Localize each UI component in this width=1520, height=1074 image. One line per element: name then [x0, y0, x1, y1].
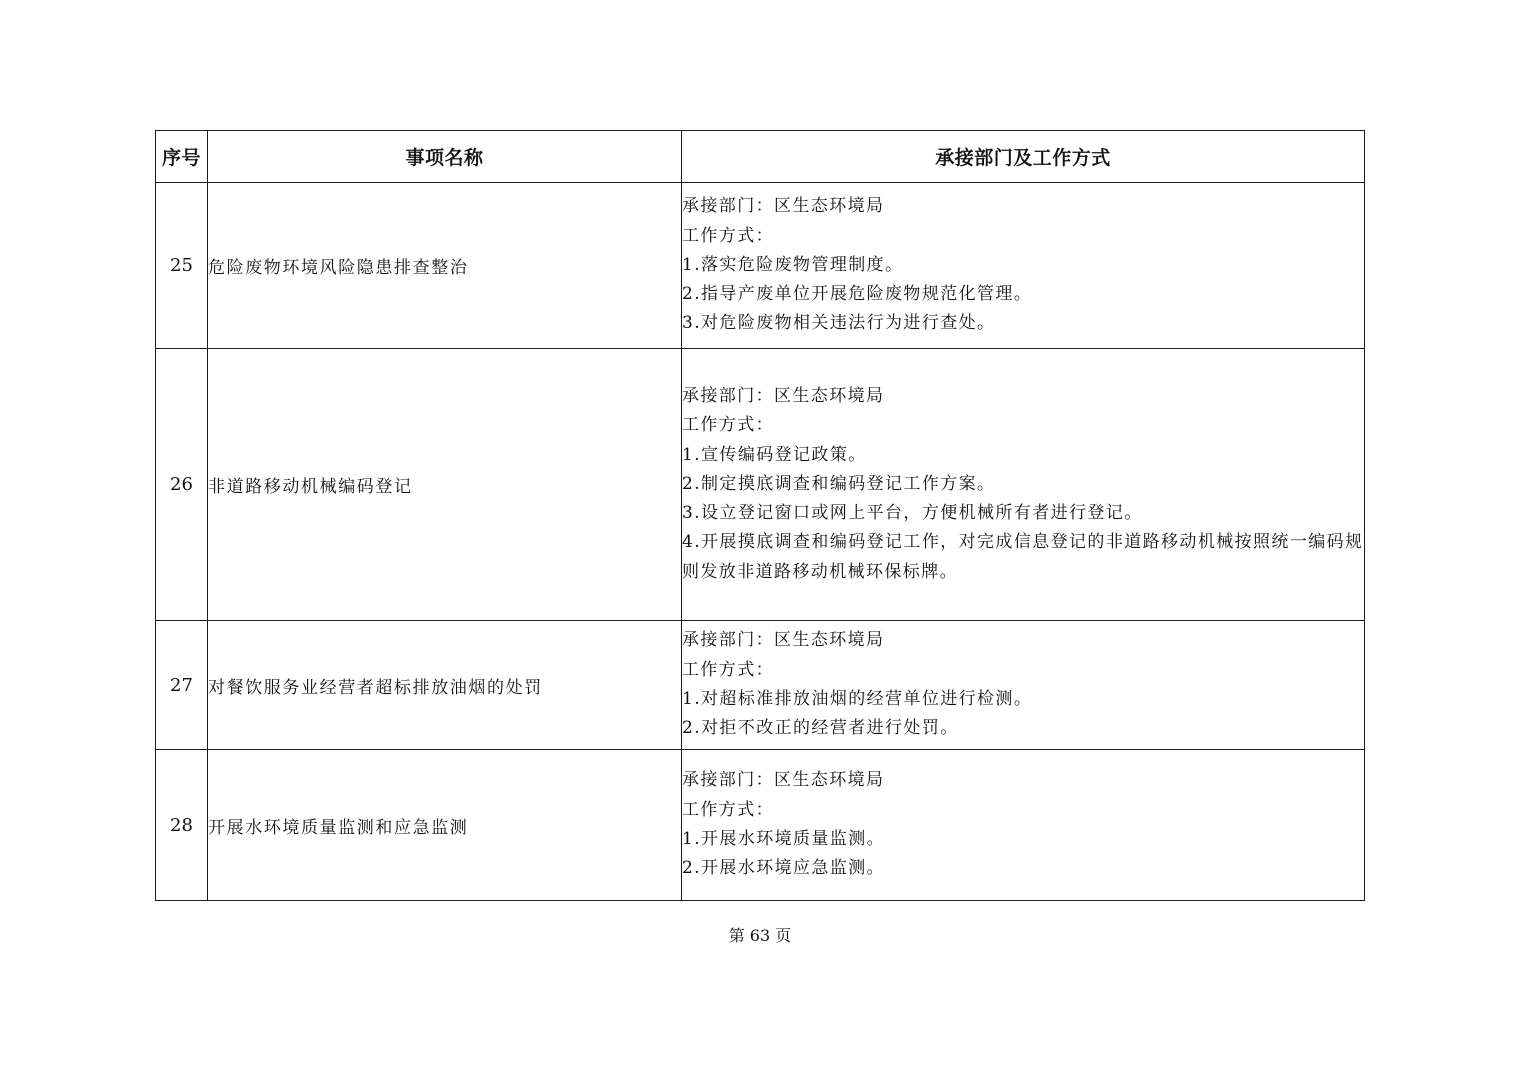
- method-label-line: 工作方式：: [682, 659, 774, 680]
- method-item: 4.开展摸底调查和编码登记工作，对完成信息登记的非道路移动机械按照统一编码规则发放非道路移动机械环保标牌。: [682, 532, 1364, 582]
- row-matter-name: 非道路移动机械编码登记: [208, 349, 682, 621]
- row-matter-name: 对餐饮服务业经营者超标排放油烟的处罚: [208, 621, 682, 750]
- row-serial-number: 25: [156, 183, 208, 349]
- dept-line: 承接部门：区生态环境局: [682, 630, 885, 651]
- row-department-method: [682, 183, 1365, 349]
- method-item: 1.开展水环境质量监测。: [682, 829, 886, 849]
- table-row: [156, 183, 1365, 349]
- method-item: 1.落实危险废物管理制度。: [682, 254, 904, 275]
- table-row: [156, 349, 1365, 621]
- method-label-line: 工作方式：: [682, 415, 774, 436]
- method-item: 2.对拒不改正的经营者进行处罚。: [682, 718, 959, 739]
- method-item: 2.开展水环境应急监测。: [682, 858, 886, 879]
- dept-line: 承接部门：区生态环境局: [682, 770, 885, 791]
- method-label-line: 工作方式：: [682, 799, 774, 820]
- method-item: 3.设立登记窗口或网上平台，方便机械所有者进行登记。: [682, 503, 1143, 524]
- header-department-and-method: 承接部门及工作方式: [682, 131, 1365, 183]
- page-number: 第 63 页: [728, 926, 792, 945]
- dept-line: 承接部门：区生态环境局: [682, 196, 885, 217]
- row-serial-number: 26: [156, 349, 208, 621]
- row-department-method: [682, 349, 1365, 621]
- row-serial-number: 28: [156, 750, 208, 901]
- method-item: 1.对超标准排放油烟的经营单位进行检测。: [682, 689, 1033, 709]
- table-row: [156, 621, 1365, 750]
- row-matter-name: 开展水环境质量监测和应急监测: [208, 750, 682, 901]
- table-header-row: [156, 131, 1365, 183]
- row-matter-name: 危险废物环境风险隐患排查整治: [208, 183, 682, 349]
- dept-line: 承接部门：区生态环境局: [682, 385, 885, 406]
- method-item: 1.宣传编码登记政策。: [682, 444, 867, 465]
- row-department-method: [682, 750, 1365, 901]
- method-item: 3.对危险废物相关违法行为进行查处。: [682, 313, 996, 334]
- row-serial-number: 27: [156, 621, 208, 750]
- header-matter-name: 事项名称: [208, 131, 682, 183]
- method-item: 2.指导产废单位开展危险废物规范化管理。: [682, 284, 1033, 305]
- method-item: 2.制定摸底调查和编码登记工作方案。: [682, 473, 996, 494]
- matters-table: [155, 130, 1365, 901]
- header-serial-number: 序号: [156, 131, 208, 183]
- table-row: [156, 750, 1365, 901]
- row-department-method: [682, 621, 1365, 750]
- method-label-line: 工作方式：: [682, 225, 774, 246]
